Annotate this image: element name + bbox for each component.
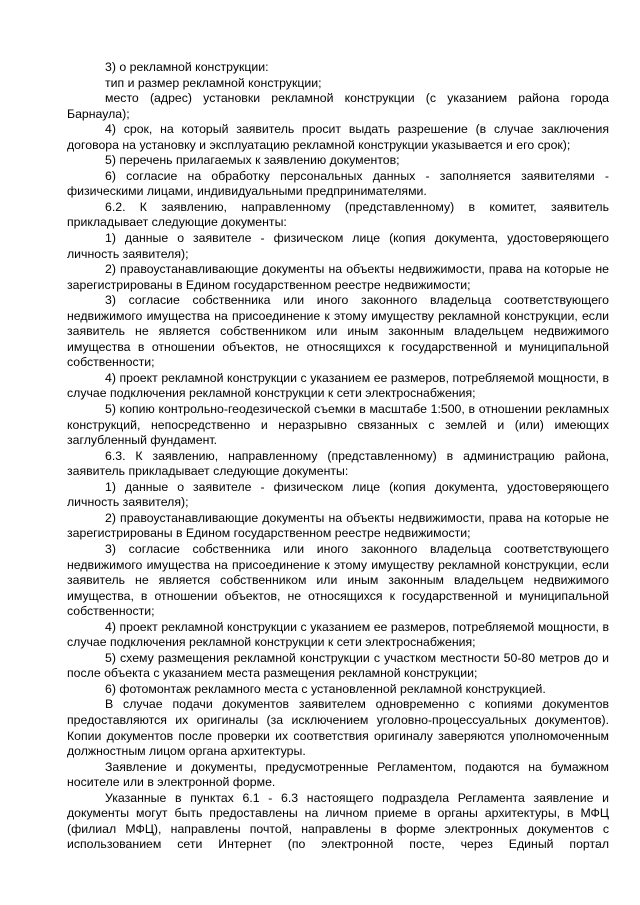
paragraph: 3) о рекламной конструкции: <box>105 60 269 74</box>
paragraph: 4) проект рекламной конструкции с указанием ее размеров, потребляемой мощности, в случае подключения рекламной конструкции к сети электроснабжения; <box>67 619 609 650</box>
paragraph: 4) срок, на который заявитель просит выдать разрешение (в случае заключения договора на установку и эксплуатацию рекламной конструкции указывается и его срок); <box>67 122 609 152</box>
paragraph: 6.2. К заявлению, направленному (представленному) в комитет, заявитель прикладывает следующие документы: <box>67 199 609 230</box>
paragraph: 2) правоустанавливающие документы на объекты недвижимости, права на которые не зарегистрированы в Едином государственном реестре недвижимости; <box>67 262 609 292</box>
paragraph: 3) согласие собственника или иного законного владельца соответствующего недвижимого имущества на присоединение к этому имуществу рекламной конструкции, если заявитель не является собственником или иным законным владельцем недвижимого имущества в отношении объектов, не относящихся к государственной и муниципальной собственности; <box>67 293 609 370</box>
paragraph: 1) данные о заявителе - физическом лице (копия документа, удостоверяющего личность заявителя); <box>67 479 609 510</box>
paragraph: Указанные в пунктах 6.1 - 6.3 настоящего подраздела Регламента заявление и документы могут быть предоставлены на личном приеме в органы архитектуры, в МФЦ (филиал МФЦ), направлены почтой, направлены в форме электронных документов с использованием сети Интернет (по электронной посте, через Единый портал <box>67 790 609 852</box>
paragraph: Заявление и документы, предусмотренные Регламентом, подаются на бумажном носителе или в электронной форме. <box>67 759 609 790</box>
paragraph: 6) согласие на обработку персональных данных - заполняется заявителями - физическими лицами, индивидуальными предпринимателями. <box>67 168 609 199</box>
paragraph: В случае подачи документов заявителем одновременно с копиями документов предоставляются их оригиналы (за исключением уголовно-процессуальных документов). Копии документов после проверки их соответствия оригиналу заверяются уполномоченным должностным лицом органа архитектуры. <box>67 697 609 759</box>
paragraph: 1) данные о заявителе - физическом лице (копия документа, удостоверяющего личность заявителя); <box>67 231 609 261</box>
paragraph: 5) схему размещения рекламной конструкции с участком местности 50-80 метров до и после объекта с указанием места размещения рекламной конструкции; <box>67 650 609 681</box>
paragraph: 6) фотомонтаж рекламного места с установленной рекламной конструкцией. <box>105 681 546 696</box>
paragraph: 2) правоустанавливающие документы на объекты недвижимости, права на которые не зарегистрированы в Едином государственном реестре недвижимости; <box>67 510 609 541</box>
paragraph: 5) перечень прилагаемых к заявлению документов; <box>105 153 400 168</box>
paragraph: тип и размер рекламной конструкции; <box>105 75 322 90</box>
paragraph: 3) согласие собственника или иного законного владельца соответствующего недвижимого имущества на присоединение к этому имуществу рекламной конструкции, если заявитель не является собственником или иным законным владельцем недвижимого имущества, в отношении объектов, не относящихся к государственной и муниципальной собственности; <box>67 541 609 619</box>
paragraph: 6.3. К заявлению, направленному (представленному) в администрацию района, заявитель прикладывает следующие документы: <box>67 448 609 479</box>
paragraph: 5) копию контрольно-геодезической съемки в масштабе 1:500, в отношении рекламных конструкций, непосредственно и неразрывно связанных с землей и (или) имеющих заглубленный фундамент. <box>67 402 609 448</box>
paragraph: 4) проект рекламной конструкции с указанием ее размеров, потребляемой мощности, в случае подключения рекламной конструкции к сети электроснабжения; <box>67 370 609 401</box>
document-page <box>67 60 609 853</box>
paragraph: место (адрес) установки рекламной конструкции (с указанием района города Барнаула); <box>67 91 609 121</box>
